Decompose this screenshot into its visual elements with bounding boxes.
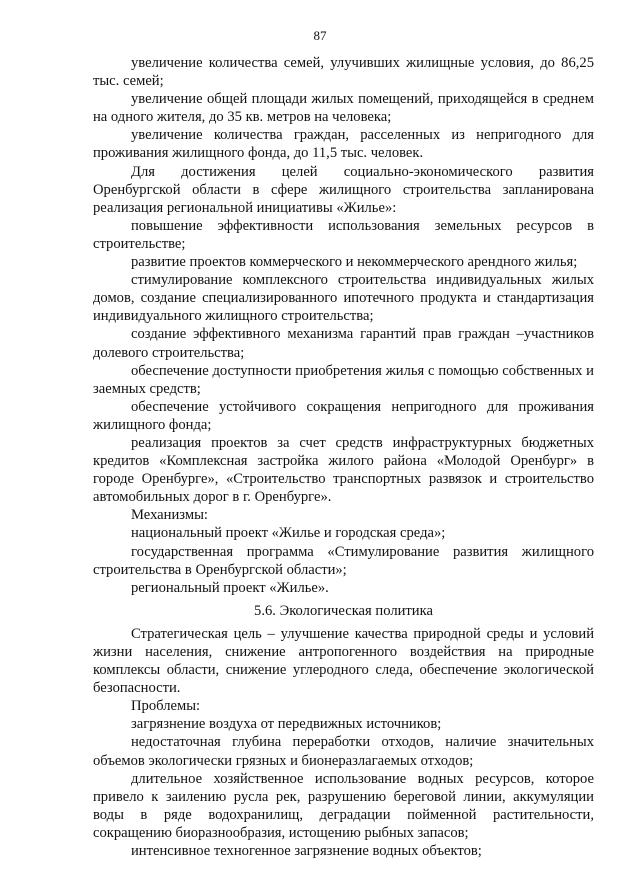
paragraph: стимулирование комплексного строительства индивидуальных жилых домов, создание специализированного ипотечного продукта и стандартизация индивидуального жилищного строительства; bbox=[93, 272, 594, 325]
section-heading: 5.6. Экологическая политика bbox=[254, 602, 433, 619]
paragraph: Для достижения целей социально-экономического развития Оренбургской области в сфере жилищного строительства запланирована реализация региональной инициативы «Жилье»: bbox=[93, 163, 594, 216]
paragraph: Механизмы: bbox=[131, 507, 208, 524]
paragraph: обеспечение доступности приобретения жилья с помощью собственных и заемных средств; bbox=[93, 362, 594, 397]
paragraph: создание эффективного механизма гарантий прав граждан –участников долевого строительства; bbox=[93, 326, 594, 361]
page-number: 87 bbox=[313, 28, 327, 43]
paragraph: региональный проект «Жилье». bbox=[131, 579, 329, 596]
paragraph: длительное хозяйственное использование водных ресурсов, которое привело к заилению русла рек, разрушению береговой линии, аккумуляции воды в ряде водохранилищ, деградации пойменной растительности, сокращению биоразнообразия, истощению рыбных запасов; bbox=[93, 770, 594, 841]
paragraph: увеличение количества граждан, расселенных из непригодного для проживания жилищного фонда, до 11,5 тыс. человек. bbox=[93, 127, 594, 162]
document-body bbox=[93, 54, 594, 860]
paragraph: развитие проектов коммерческого и некоммерческого арендного жилья; bbox=[131, 254, 578, 271]
paragraph: увеличение количества семей, улучивших жилищные условия, до 86,25 тыс. семей; bbox=[93, 55, 594, 90]
paragraph: увеличение общей площади жилых помещений, приходящейся в среднем на одного жителя, до 35 кв. метров на человека; bbox=[93, 91, 594, 126]
paragraph: загрязнение воздуха от передвижных источников; bbox=[131, 716, 442, 733]
paragraph: недостаточная глубина переработки отходов, наличие значительных объемов экологически грязных и бионеразлагаемых отходов; bbox=[93, 734, 594, 769]
paragraph: национальный проект «Жилье и городская среда»; bbox=[131, 525, 446, 542]
paragraph: повышение эффективности использования земельных ресурсов в строительстве; bbox=[93, 217, 594, 252]
paragraph: Стратегическая цель – улучшение качества природной среды и условий жизни населения, снижение антропогенного воздействия на природные комплексы области, снижение углеродного следа, обеспечение экологической безопасности. bbox=[93, 625, 594, 697]
paragraph: обеспечение устойчивого сокращения непригодного для проживания жилищного фонда; bbox=[93, 398, 594, 433]
paragraph: государственная программа «Стимулирование развития жилищного строительства в Оренбургской области»; bbox=[93, 543, 594, 578]
paragraph: реализация проектов за счет средств инфраструктурных бюджетных кредитов «Комплексная застройка жилого района «Молодой Оренбург» в городе Оренбурге», «Строительство транспортных развязок и строительство автомобильных дорог в г. Оренбурге». bbox=[93, 434, 594, 506]
paragraph: Проблемы: bbox=[131, 698, 201, 715]
paragraph: интенсивное техногенное загрязнение водных объектов; bbox=[131, 843, 482, 860]
